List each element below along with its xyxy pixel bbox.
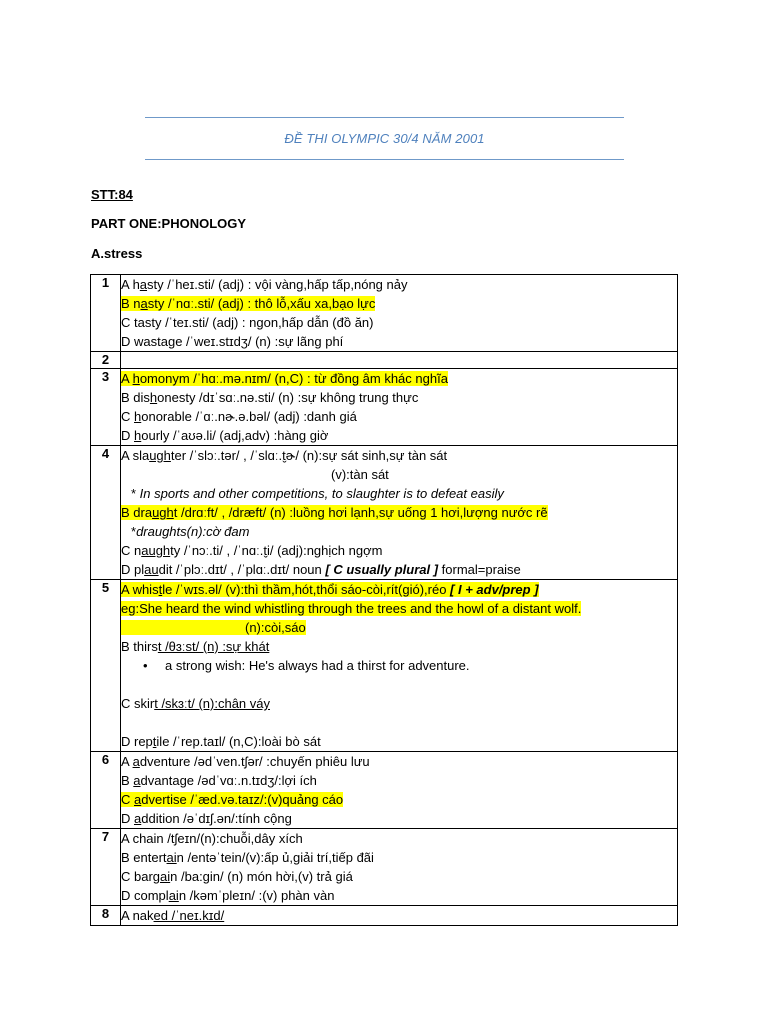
- option-c: C advertise /ˈæd.və.taɪz/:(v)quảng cáo: [121, 792, 344, 807]
- option-a: A homonym /ˈhɑː.mə.nɪm/ (n,C) : từ đồng âm khác nghĩa: [121, 371, 448, 386]
- table-row: [91, 829, 678, 906]
- option-a: A adventure /ədˈven.tʃər/ :chuyến phiêu lưu: [121, 754, 370, 769]
- question-number: 8: [91, 906, 121, 926]
- option-d: D hourly /ˈaʊə.li/ (adj,adv) :hàng giờ: [121, 428, 329, 443]
- table-row: [91, 446, 678, 580]
- option-a-continued: (v):tàn sát: [331, 467, 389, 482]
- note-draughts: *draughts(n):cờ đam: [131, 524, 250, 539]
- spacer: [121, 713, 677, 732]
- option-c: C skirt /skɜːt/ (n):chân váy: [121, 696, 270, 711]
- question-options: [121, 906, 678, 926]
- question-number: 1: [91, 275, 121, 352]
- option-a: A hasty /ˈheɪ.sti/ (adj) : vội vàng,hấp tấp,nóng nảy: [121, 277, 408, 292]
- question-options: [121, 752, 678, 829]
- option-b: B nasty /ˈnɑː.sti/ (adj) : thô lỗ,xấu xa,bạo lực: [121, 296, 376, 311]
- question-number: 4: [91, 446, 121, 580]
- spacer: [121, 675, 677, 694]
- option-a: A whistle /ˈwɪs.əl/ (v):thì thầm,hót,thổi sáo-còi,rít(gió),réo [ I + adv/prep ]: [121, 582, 539, 597]
- question-options: [121, 369, 678, 446]
- table-row: [91, 352, 678, 369]
- top-rule: [145, 117, 624, 118]
- question-number: 6: [91, 752, 121, 829]
- option-b: B entertain /entəˈtein/(v):ấp ủ,giải trí,tiếp đãi: [121, 850, 374, 865]
- title-rule: [145, 159, 624, 160]
- option-c: C tasty /ˈteɪ.sti/ (adj) : ngon,hấp dẫn (đồ ăn): [121, 315, 374, 330]
- table-row: [91, 369, 678, 446]
- option-d: D plaudit /ˈplɔː.dɪt/ , /ˈplɑː.dɪt/ noun [ C usually plural ] formal=praise: [121, 562, 521, 577]
- table-row: [91, 275, 678, 352]
- option-d: D complain /kəmˈpleɪn/ :(v) phàn vàn: [121, 888, 335, 903]
- question-number: 7: [91, 829, 121, 906]
- option-b: B dishonesty /dɪˈsɑː.nə.sti/ (n) :sự không trung thực: [121, 390, 419, 405]
- page-title: ĐỀ THI OLYMPIC 30/4 NĂM 2001: [284, 131, 485, 146]
- option-a: A slaughter /ˈslɔː.tər/ , /ˈslɑː.t̬ɚ/ (n):sự sát sinh,sự tàn sát: [121, 448, 448, 463]
- example-sentence: eg:She heard the wind whistling through the trees and the howl of a distant wolf.: [121, 601, 582, 616]
- question-options: [121, 829, 678, 906]
- option-b: B thirst /θɜːst/ (n) :sự khát: [121, 639, 270, 654]
- table-row: [91, 580, 678, 752]
- question-number: 5: [91, 580, 121, 752]
- option-a: A chain /tʃeɪn/(n):chuỗi,dây xích: [121, 831, 303, 846]
- option-d: D reptile /ˈrep.taɪl/ (n,C):loài bò sát: [121, 734, 321, 749]
- section-heading: A.stress: [91, 246, 143, 261]
- table-row: [91, 906, 678, 926]
- option-c: C bargain /ba:gin/ (n) món hời,(v) trả giá: [121, 869, 353, 884]
- question-number: 2: [91, 352, 121, 369]
- bullet-icon: •: [143, 658, 148, 673]
- question-number: 3: [91, 369, 121, 446]
- option-d: D addition /əˈdɪʃ.ən/:tính cộng: [121, 811, 292, 826]
- question-table: [90, 274, 678, 926]
- option-c: C honorable /ˈɑː.nɚ.ə.bəl/ (adj) :danh giá: [121, 409, 357, 424]
- stt-label: STT:84: [91, 187, 133, 202]
- option-a: A naked /ˈneɪ.kɪd/: [121, 908, 225, 923]
- question-options: [121, 446, 678, 580]
- option-b: B draught /drɑːft/ , /dræft/ (n) :luồng hơi lạnh,sự uống 1 hơi,lượng nước rẽ: [121, 505, 548, 520]
- question-options: [121, 275, 678, 352]
- option-d: D wastage /ˈweɪ.stɪdʒ/ (n) :sự lãng phí: [121, 334, 344, 349]
- note-slaughter: * In sports and other competitions, to slaughter is to defeat easily: [131, 486, 504, 501]
- part-heading: PART ONE:PHONOLOGY: [91, 216, 247, 231]
- question-options: [121, 580, 678, 752]
- table-row: [91, 752, 678, 829]
- option-b: B advantage /ədˈvɑː.n.tɪdʒ/:lợi ích: [121, 773, 317, 788]
- question-options: [121, 352, 678, 369]
- bullet-note: • a strong wish: He's always had a thirst for adventure.: [121, 656, 677, 675]
- option-c: C naughty /ˈnɔː.ti/ , /ˈnɑː.t̬i/ (adj):nghịch ngợm: [121, 543, 383, 558]
- option-a-noun: (n):còi,sáo: [121, 618, 677, 637]
